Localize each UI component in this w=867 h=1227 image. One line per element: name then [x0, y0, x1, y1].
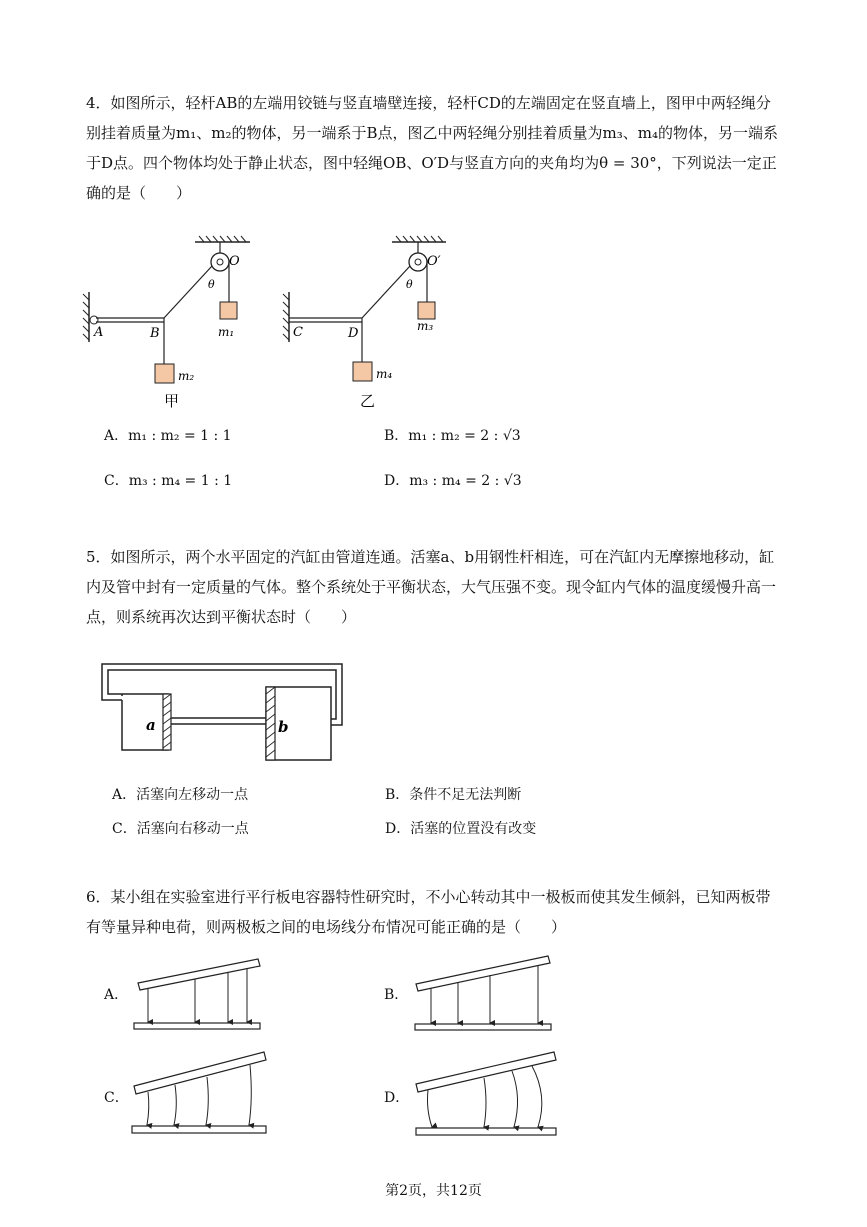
- label-o-prime: O′: [427, 254, 441, 269]
- q5-line3: 点，则系统再次达到平衡状态时（ ）: [86, 608, 357, 626]
- q6-option-a[interactable]: A．: [104, 987, 129, 1003]
- q5-option-a[interactable]: A．活塞向左移动一点: [112, 787, 249, 803]
- q6-line1: 6．某小组在实验室进行平行板电容器特性研究时，不小心转动其中一极板而使其发生倾斜，已知两板带: [86, 888, 771, 906]
- label-theta-2: θ: [406, 278, 413, 291]
- q4-stem: [86, 88, 786, 208]
- q5-cylinder-figure: [96, 660, 356, 765]
- label-m4: m₄: [376, 367, 393, 381]
- q4-line4: 确的是（ ）: [86, 184, 192, 202]
- label-o: O: [229, 254, 240, 269]
- piston-b-label: b: [278, 718, 289, 736]
- q5-option-b[interactable]: B．条件不足无法判断: [385, 787, 522, 803]
- q4-line3: 于D点。四个物体均处于静止状态，图中轻绳OB、O′D与竖直方向的夹角均为θ = 30°，下列说法一定正: [86, 154, 777, 172]
- q6-option-c[interactable]: C．: [104, 1090, 129, 1106]
- q6-option-d[interactable]: D．: [384, 1090, 410, 1106]
- q4-line2: 别挂着质量为m₁、m₂的物体，另一端系于B点，图乙中两轻绳分别挂着质量为m₃、m₄的物体，另一端系: [86, 124, 778, 142]
- q4-line1: 4．如图所示，轻杆AB的左端用铰链与竖直墙壁连接，轻杆CD的左端固定在竖直墙上，图甲中两轻绳分: [86, 94, 771, 112]
- q6-figure-c: [128, 1048, 273, 1140]
- q5-line2: 内及管中封有一定质量的气体。整个系统处于平衡状态，大气压强不变。现令缸内气体的温度缓慢升高一: [86, 578, 777, 596]
- q4-option-a[interactable]: A．m₁ : m₂ = 1 : 1: [104, 428, 232, 444]
- q4-figure-yi: [280, 232, 470, 412]
- label-m1: m₁: [218, 325, 235, 339]
- q6-figure-d: [412, 1048, 562, 1143]
- q4-option-c[interactable]: C．m₃ : m₄ = 1 : 1: [104, 473, 233, 489]
- label-m2: m₂: [178, 369, 195, 383]
- label-b: B: [150, 326, 160, 341]
- label-theta: θ: [208, 278, 215, 291]
- q6-stem: [86, 882, 786, 942]
- q5-stem: [86, 542, 786, 632]
- caption-jia: 甲: [164, 392, 180, 410]
- q4-figure-jia: [80, 232, 270, 412]
- q5-option-c[interactable]: C．活塞向右移动一点: [112, 821, 249, 837]
- label-c: C: [293, 325, 303, 340]
- q5-option-d[interactable]: D．活塞的位置没有改变: [385, 821, 537, 837]
- q5-line1: 5．如图所示，两个水平固定的汽缸由管道连通。活塞a、b用钢性杆相连，可在汽缸内无摩擦地移动，缸: [86, 548, 775, 566]
- q4-option-b[interactable]: B．m₁ : m₂ = 2 : √3: [384, 428, 521, 444]
- q6-figure-a: [130, 955, 265, 1035]
- q6-option-b[interactable]: B．: [384, 987, 409, 1003]
- page-footer: 第2页，共12页: [385, 1183, 482, 1199]
- q6-line2: 有等量异种电荷，则两极板之间的电场线分布情况可能正确的是（ ）: [86, 918, 567, 936]
- q4-option-d[interactable]: D．m₃ : m₄ = 2 : √3: [384, 473, 522, 489]
- label-m3: m₃: [417, 319, 434, 333]
- label-d: D: [348, 326, 359, 341]
- label-a: A: [94, 325, 104, 340]
- q6-figure-b: [412, 952, 557, 1037]
- piston-a-label: a: [146, 716, 156, 734]
- caption-yi: 乙: [360, 392, 376, 410]
